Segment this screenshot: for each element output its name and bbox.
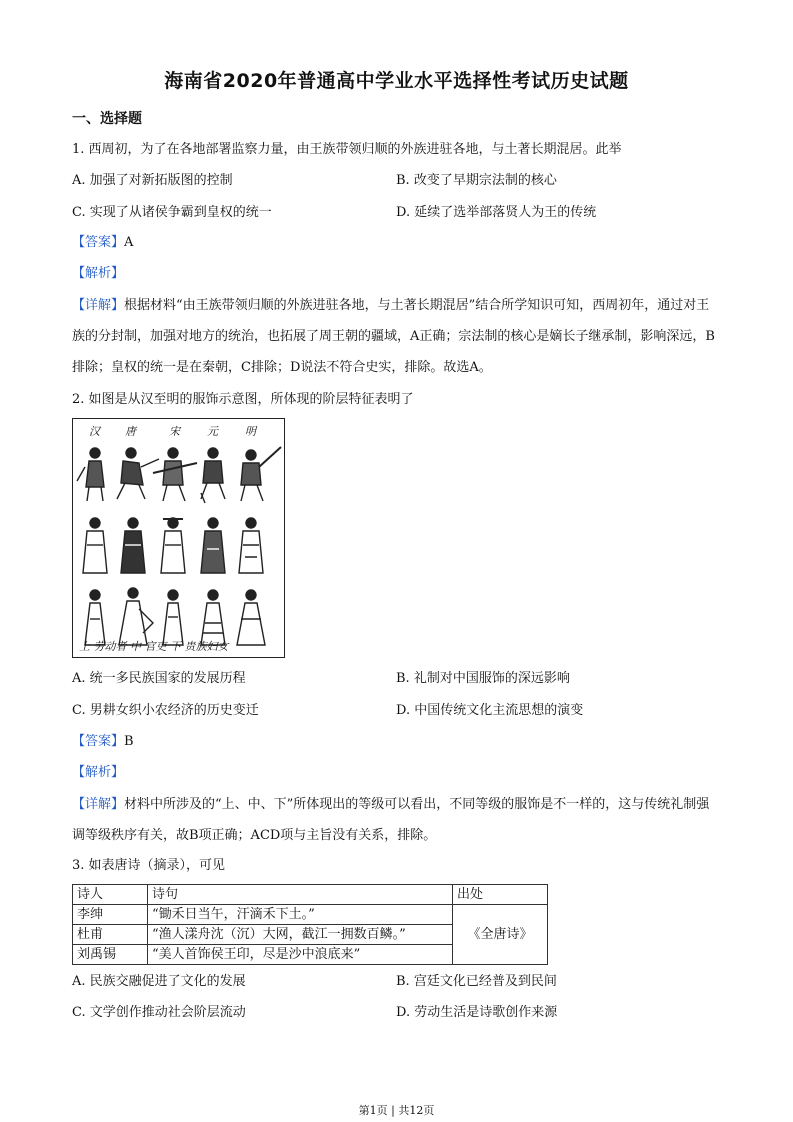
source-cell: 《全唐诗》: [453, 905, 548, 965]
laborer-figure: [117, 448, 159, 499]
verse-cell: “美人首饰侯王印，尽是沙中浪底来”: [148, 945, 453, 965]
question-1-stem: 1. 西周初，为了在各地部署监察力量，由王族带领归顺的外族进驻各地，与土著长期混居。此举: [72, 142, 622, 157]
laborer-figure: [201, 448, 225, 503]
noblewoman-figure: [201, 590, 225, 645]
official-figure: [121, 518, 145, 573]
answer-value: A: [124, 235, 134, 250]
laborer-figure: [77, 448, 104, 501]
question-2-stem: 2. 如图是从汉至明的服饰示意图，所体现的阶层特征表明了: [72, 392, 414, 407]
official-figure: [83, 518, 107, 573]
q3-option-d: D. 劳动生活是诗歌创作来源: [396, 1005, 558, 1020]
poem-table: [72, 884, 548, 965]
poet-cell: 杜甫: [73, 925, 148, 945]
costume-figure: [72, 418, 285, 658]
q3-option-b: B. 宫廷文化已经普及到民间: [396, 974, 557, 989]
verse-cell: “渔人漾舟沈（沉）大网，截江一拥数百鳞。”: [148, 925, 453, 945]
detail-text: 根据材料“由王族带领归顺的外族进驻各地，与土著长期混居”结合所学知识可知，西周初年，通过对王族的分封制，加强对地方的统治，也拓展了周王朝的疆域，A正确；宗法制的核心是嫡长子继承制，影响深远，B排除；皇权的统一是在秦朝，C排除；D说法不符合史实，排除。故选A。: [72, 298, 715, 375]
detail-label: 【详解】: [72, 298, 125, 313]
q2-option-a: A. 统一多民族国家的发展历程: [72, 671, 246, 686]
dynasty-label: 明: [245, 425, 256, 438]
q3-option-c: C. 文学创作推动社会阶层流动: [72, 1005, 246, 1020]
column-header: 出处: [453, 885, 548, 905]
answer-label: 【答案】: [72, 235, 125, 250]
verse-cell: “锄禾日当午，汗滴禾下土。”: [148, 905, 453, 925]
q2-answer: [72, 733, 134, 751]
laborer-figure: [241, 447, 281, 501]
column-header: 诗人: [73, 885, 148, 905]
q1-option-a: A. 加强了对新拓版图的控制: [72, 173, 233, 188]
laborer-figure: [153, 448, 197, 501]
q3-option-a: A. 民族交融促进了文化的发展: [72, 974, 246, 989]
column-header: 诗句: [148, 885, 453, 905]
table-row: [73, 905, 548, 925]
official-figure: [201, 518, 225, 573]
q2-option-b: B. 礼制对中国服饰的深远影响: [396, 671, 570, 686]
detail-label: 【详解】: [72, 797, 125, 812]
costume-illustration: [73, 433, 283, 653]
q1-option-d: D. 延续了选举部落贤人为王的传统: [396, 205, 597, 220]
section-heading: 一、选择题: [72, 111, 142, 127]
noblewoman-figure: [163, 590, 183, 645]
q2-analysis-label: 【解析】: [72, 765, 125, 780]
dynasty-label: 汉: [89, 425, 100, 438]
q2-detail: [72, 789, 722, 851]
q1-detail: [72, 290, 722, 383]
figure-caption: 上 劳动者 中 官吏 下 贵族妇女: [79, 640, 229, 653]
poet-cell: 李绅: [73, 905, 148, 925]
noblewoman-figure: [119, 588, 153, 645]
official-figure: [239, 518, 263, 573]
page-number: 第1页 | 共12页: [358, 1104, 435, 1117]
dynasty-label: 唐: [125, 425, 136, 438]
q1-option-b: B. 改变了早期宗法制的核心: [396, 173, 557, 188]
document-title: 海南省2020年普通高中学业水平选择性考试历史试题: [164, 70, 629, 92]
q1-analysis-label: 【解析】: [72, 266, 125, 281]
q2-option-d: D. 中国传统文化主流思想的演变: [396, 703, 584, 718]
q1-answer: [72, 234, 133, 252]
table-header-row: [73, 885, 548, 905]
q2-option-c: C. 男耕女织小农经济的历史变迁: [72, 703, 259, 718]
question-3-stem: 3. 如表唐诗（摘录），可见: [72, 858, 226, 873]
dynasty-label: 宋: [169, 425, 180, 438]
dynasty-label: 元: [207, 425, 218, 438]
noblewoman-figure: [237, 590, 265, 645]
detail-text: 材料中所涉及的“上、中、下”所体现出的等级可以看出，不同等级的服饰是不一样的，这与传统礼制强调等级秩序有关，故B项正确；ACD项与主旨没有关系，排除。: [72, 797, 710, 843]
answer-value: B: [124, 734, 134, 749]
official-figure: [161, 518, 185, 573]
answer-label: 【答案】: [72, 734, 125, 749]
noblewoman-figure: [85, 590, 105, 645]
q1-option-c: C. 实现了从诸侯争霸到皇权的统一: [72, 205, 272, 220]
poet-cell: 刘禹锡: [73, 945, 148, 965]
